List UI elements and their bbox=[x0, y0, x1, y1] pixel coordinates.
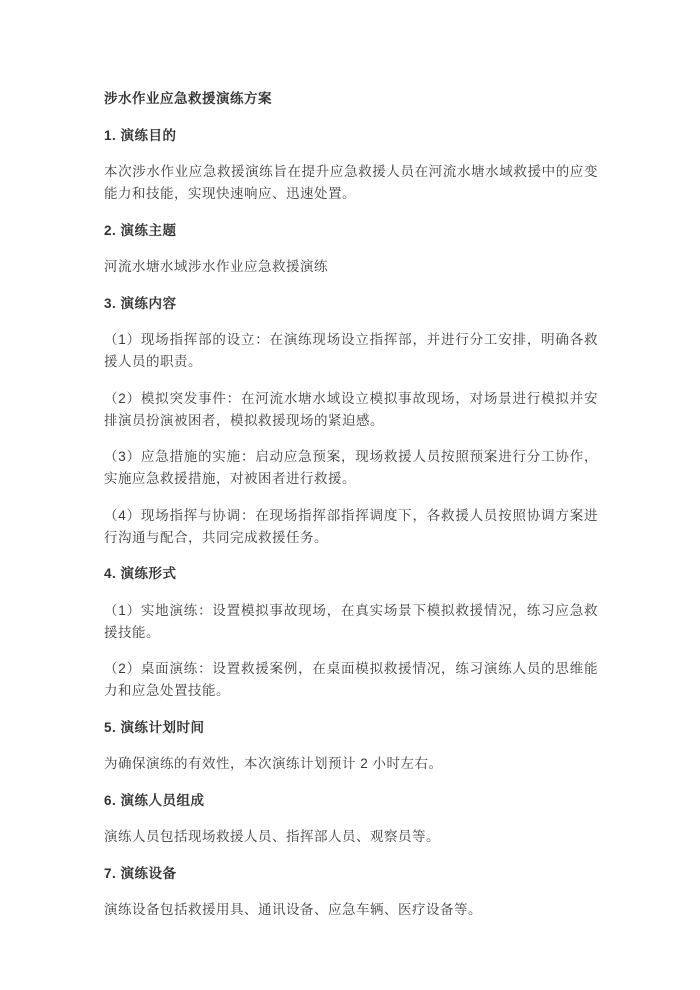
body-paragraph: （3）应急措施的实施：启动应急预案，现场救援人员按照预案进行分工协作，实施应急救援措施，对被困者进行救援。 bbox=[104, 449, 598, 486]
body-paragraph: 演练人员包括现场救援人员、指挥部人员、观察员等。 bbox=[104, 829, 440, 844]
body-paragraph: （1）现场指挥部的设立：在演练现场设立指挥部，并进行分工安排，明确各救援人员的职责。 bbox=[104, 332, 598, 369]
body-paragraph: （1）实地演练：设置模拟事故现场，在真实场景下模拟救援情况，练习应急救援技能。 bbox=[104, 602, 598, 640]
document-body bbox=[104, 125, 598, 922]
body-paragraph: （2）桌面演练：设置救援案例，在桌面模拟救援情况，练习演练人员的思维能力和应急处置技能。 bbox=[104, 661, 598, 698]
section-heading: 6. 演练人员组成 bbox=[104, 792, 205, 808]
section-heading: 4. 演练形式 bbox=[104, 566, 177, 581]
body-paragraph: 本次涉水作业应急救援演练旨在提升应急救援人员在河流水塘水域救援中的应变能力和技能，实现快速响应、迅速处置。 bbox=[104, 164, 598, 201]
body-paragraph: （2）模拟突发事件：在河流水塘水域设立模拟事故现场，对场景进行模拟并安排演员扮演被困者，模拟救援现场的紧迫感。 bbox=[104, 390, 598, 428]
section-heading: 3. 演练内容 bbox=[104, 295, 177, 311]
document-title: 涉水作业应急救援演练方案 bbox=[104, 91, 272, 106]
section-heading: 5. 演练计划时间 bbox=[104, 719, 205, 735]
body-paragraph: 演练设备包括救援用具、通讯设备、应急车辆、医疗设备等。 bbox=[104, 902, 482, 917]
body-paragraph: （4）现场指挥与协调：在现场指挥部指挥调度下，各救援人员按照协调方案进行沟通与配合，共同完成救援任务。 bbox=[104, 507, 598, 545]
body-paragraph: 为确保演练的有效性，本次演练计划预计 2 小时左右。 bbox=[104, 756, 443, 771]
section-heading: 1. 演练目的 bbox=[104, 127, 177, 143]
section-heading: 7. 演练设备 bbox=[104, 865, 177, 881]
section-heading: 2. 演练主题 bbox=[104, 222, 177, 238]
body-paragraph: 河流水塘水域涉水作业应急救援演练 bbox=[104, 259, 328, 274]
